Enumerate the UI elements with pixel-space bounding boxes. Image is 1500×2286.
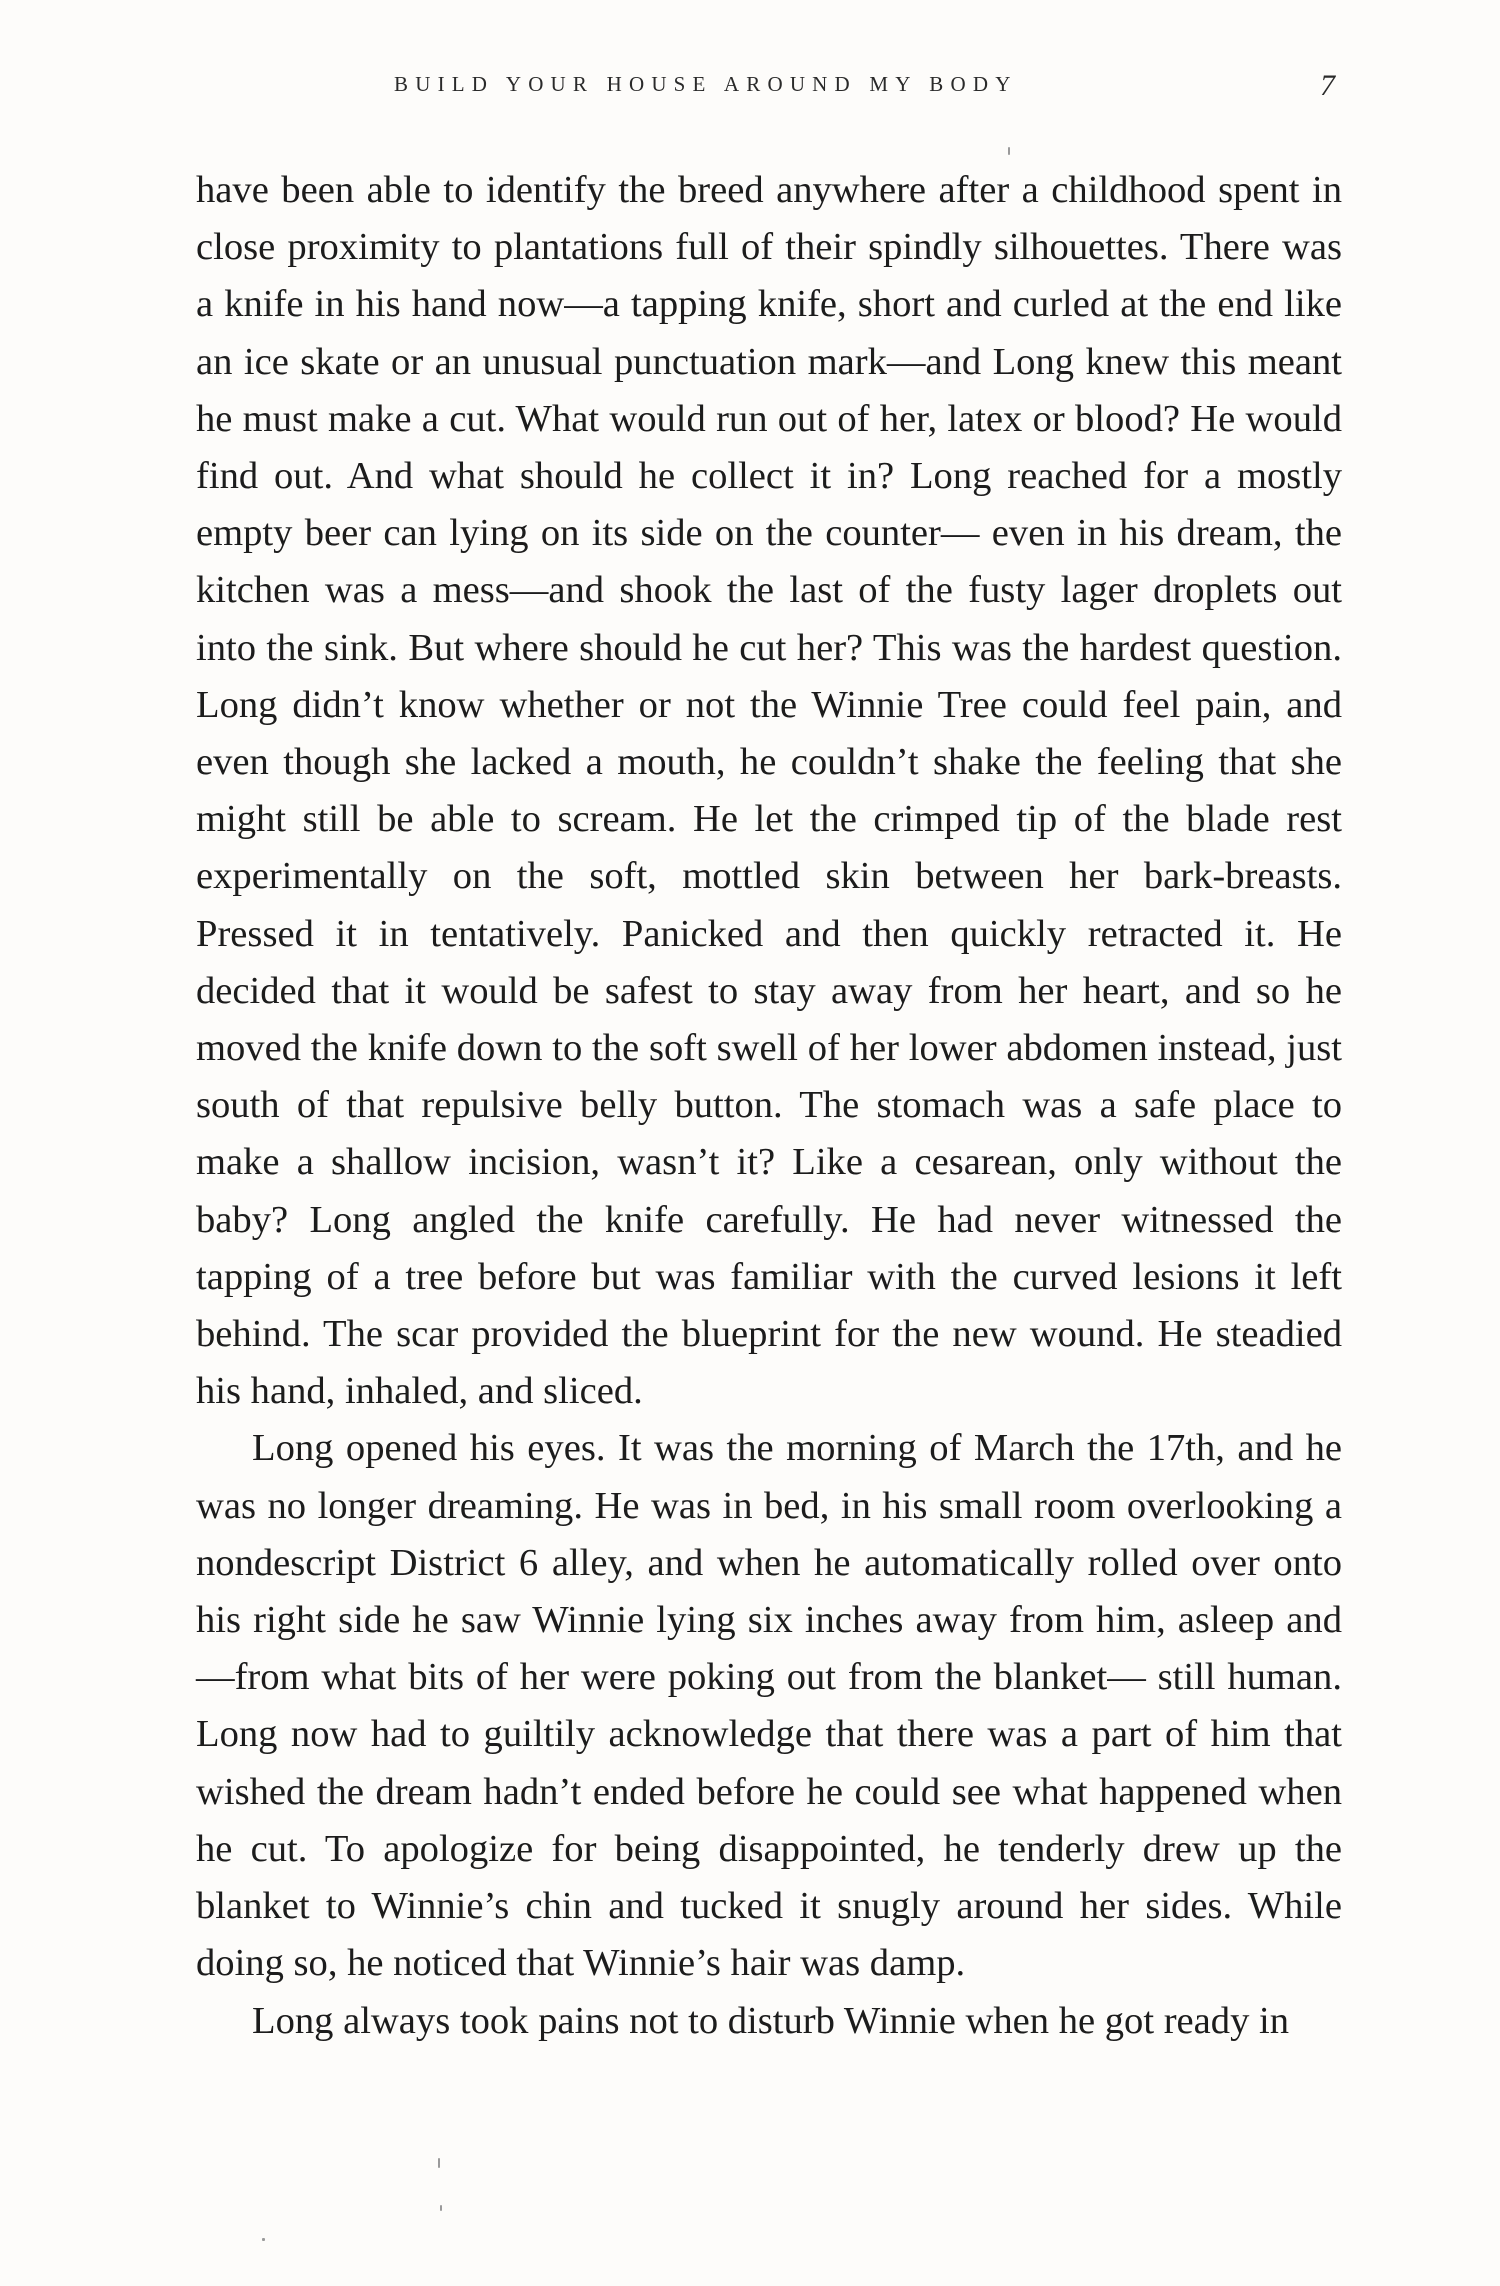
paragraph-3: Long always took pains not to disturb Winnie when he got ready in	[252, 1999, 1290, 2042]
running-head	[0, 69, 1500, 112]
running-title: BUILD YOUR HOUSE AROUND MY BODY	[394, 72, 1018, 96]
scan-speck	[262, 2238, 265, 2241]
page-number: 7	[1320, 69, 1335, 102]
scan-speck	[438, 2158, 440, 2168]
body-text	[196, 162, 1342, 2050]
scan-speck	[1008, 147, 1010, 155]
scan-speck	[440, 2205, 442, 2211]
paragraph-1: have been able to identify the breed anywhere after a childhood spent in close proximity to plantations full of their spindly silhouettes. There was a knife in his hand now—a tapping knife, short and curled at the end like an ice skate or an unusual punctuation mark—and Long knew this meant he must make a cut. What would run out of her, latex or blood? He would find out. And what should he collect it in? Long reached for a mostly empty beer can lying on its side on the counter— even in his dream, the kitchen was a mess—and shook the last of the fusty lager droplets out into the sink. But where should he cut her? This was the hardest question. Long didn’t know whether or not the Winnie Tree could feel pain, and even though she lacked a mouth, he couldn’t shake the feeling that she might still be able to scream. He let the crimped tip of the blade rest experimentally on the soft, mottled skin between her bark-breasts. Pressed it in tentatively. Panicked and then quickly retracted it. He decided that it would be safest to stay away from her heart, and so he moved the knife down to the soft swell of her lower abdomen instead, just south of that repulsive belly button. The stomach was a safe place to make a shallow incision, wasn’t it? Like a cesarean, only without the baby? Long angled the knife carefully. He had never witnessed the tapping of a tree before but was familiar with the curved lesions it left behind. The scar provided the blueprint for the new wound. He steadied his hand, inhaled, and sliced.	[196, 169, 1342, 1413]
paragraph-2: Long opened his eyes. It was the morning of March the 17th, and he was no longer dreaming. He was in bed, in his small room overlooking a nondescript District 6 alley, and when he automatically rolled over onto his right side he saw Winnie lying six inches away from him, asleep and—from what bits of her were poking out from the blanket— still human. Long now had to guiltily acknowledge that there was a part of him that wished the dream hadn’t ended before he could see what happened when he cut. To apologize for being disappointed, he tenderly drew up the blanket to Winnie’s chin and tucked it snugly around her sides. While doing so, he noticed that Winnie’s hair was damp.	[196, 1427, 1342, 1985]
